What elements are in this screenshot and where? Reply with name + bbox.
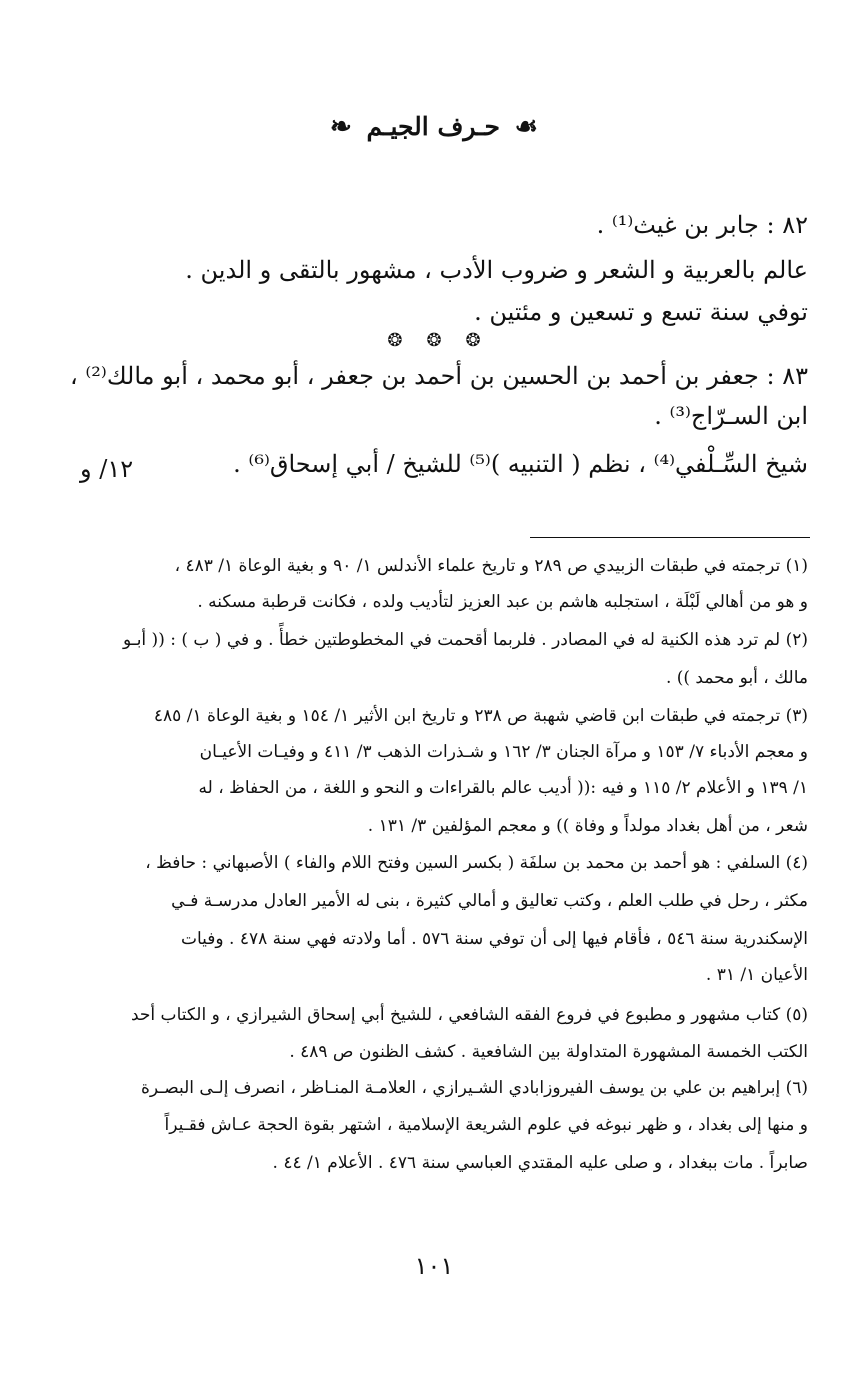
footnote-line: مكثر ، رحل في طلب العلم ، وكتب تعاليق و أمالي كثيرة ، بنى له الأمير العادل مدرسـة فـي bbox=[171, 891, 808, 911]
footnote-line: شعر ، من أهل بغداد مولداً و وفاة )) و معجم المؤلفين ٣/ ١٣١ . bbox=[367, 816, 808, 836]
entry-82-line-1: ٨٢ : جابر بن غيث⁽¹⁾ . bbox=[596, 211, 808, 239]
footnote-rule bbox=[530, 537, 810, 538]
separator-star-icon: ❂ bbox=[465, 330, 481, 351]
ornament-right-icon: ☙ bbox=[514, 112, 538, 142]
section-separator bbox=[0, 330, 868, 351]
footnote-line: (١) ترجمته في طبقات الزبيدي ص ٢٨٩ و تاريخ علماء الأندلس ١/ ٩٠ و بغية الوعاة ١/ ٤٨٣ ، bbox=[174, 556, 808, 576]
footnote-line: الكتب الخمسة المشهورة المتداولة بين الشافعية . كشف الظنون ص ٤٨٩ . bbox=[289, 1042, 808, 1062]
separator-star-icon: ❂ bbox=[426, 330, 442, 351]
separator-star-icon: ❂ bbox=[387, 330, 403, 351]
ornament-left-icon: ❧ bbox=[330, 112, 352, 142]
entry-83-line-3: شيخ السِّـلْفي⁽⁴⁾ ، نظم ( التنبيه )⁽⁵⁾ للشيخ / أبي إسحاق⁽⁶⁾ . bbox=[233, 450, 808, 478]
footnote-line: (٦) إبراهيم بن علي بن يوسف الفيروزابادي الشـيرازي ، العلامـة المنـاظر ، انصرف إلـى البصـرة bbox=[140, 1078, 808, 1098]
entry-82-line-3: توفي سنة تسع و تسعين و مئتين . bbox=[474, 298, 808, 326]
footnote-line: و هو من أهالي لَبْلَة ، استجلبه هاشم بن عبد العزيز لتأديب ولده ، فكانت قرطبة مسكنه . bbox=[197, 592, 808, 612]
footnote-line: ١/ ١٣٩ و الأعلام ٢/ ١١٥ و فيه :(( أديب عالم بالقراءات و النحو و اللغة ، من الحفاظ ، له bbox=[198, 778, 808, 798]
footnote-line: الأعيان ١/ ٣١ . bbox=[705, 965, 808, 985]
footnote-line: الإسكندرية سنة ٥٤٦ ، فأقام فيها إلى أن توفي سنة ٥٧٦ . أما ولادته فهي سنة ٤٧٨ . وفيات bbox=[180, 929, 808, 949]
footnote-line: (٢) لم ترد هذه الكنية له في المصادر . فلربما أقحمت في المخطوطتين خطأً . و في ( ب ) : (( أبـو bbox=[122, 630, 808, 650]
footnote-line: (٥) كتاب مشهور و مطبوع في فروع الفقه الشافعي ، للشيخ أبي إسحاق الشيرازي ، و الكتاب أحد bbox=[131, 1005, 808, 1025]
footnote-line: و معجم الأدباء ٧/ ١٥٣ و مرآة الجنان ٣/ ١٦٢ و شـذرات الذهب ٣/ ٤١١ و وفيـات الأعيـان bbox=[199, 742, 808, 762]
entry-82-line-2: عالم بالعربية و الشعر و ضروب الأدب ، مشهور بالتقى و الدين . bbox=[185, 256, 808, 284]
footnote-line: (٤) السلفي : هو أحمد بن محمد بن سلفَة ( بكسر السين وفتح اللام والفاء ) الأصبهاني : حافظ ، bbox=[145, 853, 808, 873]
folio-marker: ١٢/ و bbox=[80, 455, 134, 483]
chapter-heading bbox=[0, 112, 868, 142]
chapter-title: حـرف الجيـم bbox=[366, 112, 500, 141]
entry-83-line-2: ابن السـرّاج⁽³⁾ . bbox=[654, 402, 808, 430]
footnote-line: (٣) ترجمته في طبقات ابن قاضي شهبة ص ٢٣٨ و تاريخ ابن الأثير ١/ ١٥٤ و بغية الوعاة ١/ ٤٨٥ bbox=[153, 706, 808, 726]
footnote-line: و منها إلى بغداد ، و ظهر نبوغه في علوم الشريعة الإسلامية ، اشتهر بقوة الحجة عـاش فقـيراً bbox=[164, 1115, 808, 1135]
footnote-line: مالك ، أبو محمد )) . bbox=[665, 668, 808, 688]
page-number: ١٠١ bbox=[414, 1252, 454, 1280]
footnote-line: صابراً . مات ببغداد ، و صلى عليه المقتدي العباسي سنة ٤٧٦ . الأعلام ١/ ٤٤ . bbox=[272, 1153, 808, 1173]
entry-83-line-1: ٨٣ : جعفر بن أحمد بن الحسين بن أحمد بن جعفر ، أبو محمد ، أبو مالك⁽²⁾ ، bbox=[70, 362, 808, 390]
